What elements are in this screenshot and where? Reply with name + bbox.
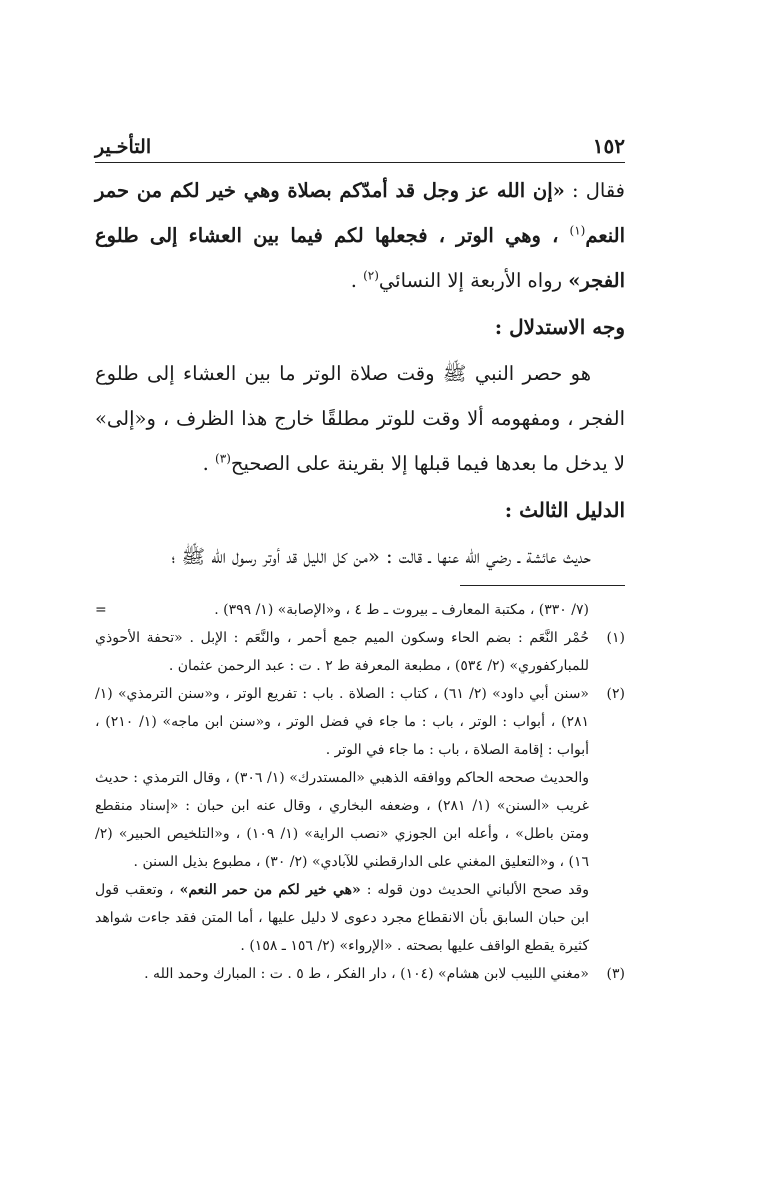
footnote-ref-3[interactable]: (٣) <box>215 451 231 466</box>
footnote-text: حُمْر النَّعَم : بضم الحاء وسكون الميم جمع أحمر ، والنَّعَم : الإبل . «تحفة الأحوذي للمباركفوري» (٢/ ٥٣٤) ، مطبعة المعرفة ط ٢ . ت : عبد الرحمن عثمان . <box>95 630 589 674</box>
main-text <box>95 168 625 579</box>
running-header <box>95 118 625 163</box>
page-number: ١٥٢ <box>592 134 625 158</box>
hadith-quote-continued: ، وهي الوتر ، فجعلها لكم فيما بين العشاء إلى طلوع الفجر» <box>95 224 625 292</box>
footnote-text: وقد صحح الألباني الحديث دون قوله : <box>360 882 590 898</box>
paragraph-aisha-hadith: حديث عائشة ـ رضي الله عنها ـ قالت : «من كل الليل قد أوتر رسول الله ﷺ ؛ <box>171 545 591 568</box>
footnote-text: ، وتعقب قول ابن حبان السابق بأن الانقطاع مجرد دعوى لا دليل عليها ، أما المتن فقد جاءت شواهد كثيرة يقطع الواقف عليها بصحته . «الإرواء» (٢/ ١٥٦ ـ ١٥٨) . <box>95 882 589 954</box>
footnote-number: (٢) <box>606 686 625 702</box>
continuation-mark: = <box>95 602 107 618</box>
footnote-1 <box>95 624 625 680</box>
footnote-text: «سنن أبي داود» (٢/ ٦١) ، كتاب : الصلاة . باب : تفريع الوتر ، و«سنن الترمذي» (١/ ٢٨١) ، أبواب : الوتر ، باب : ما جاء في فضل الوتر ، و«سنن ابن ماجه» (١/ ٢١٠) ، أبواب : إقامة الصلاة ، باب : ما جاء في الوتر . <box>95 686 590 758</box>
narration-note: رواه الأربعة إلا النسائي <box>378 269 569 292</box>
paragraph-hadith <box>95 168 625 303</box>
quoted-phrase: «هي خير لكم من حمر النعم» <box>179 882 361 898</box>
footnotes <box>95 596 625 988</box>
inference-text: هو حصر النبي ﷺ وقت صلاة الوتر ما بين العشاء إلى طلوع الفجر ، ومفهومه ألا وقت للوتر مطلقًا خارج هذا الظرف ، و«إلى» لا يدخل ما بعدها فيما قبلها إلا بقرينة على الصحيح <box>95 362 625 475</box>
sentence-end: . <box>202 452 216 475</box>
footnote-ref-2[interactable]: (٢) <box>363 268 379 283</box>
footnote-continuation: (٧/ ٣٣٠) ، مكتبة المعارف ـ بيروت ـ ط ٤ ، و«الإصابة» (١/ ٣٩٩) . <box>214 602 589 618</box>
paragraph-lead: فقال : <box>564 179 625 202</box>
paragraph-inference <box>95 351 625 486</box>
sentence-end: . <box>350 269 364 292</box>
running-title: التأخـير <box>95 136 152 158</box>
footnote-number: (١) <box>606 630 625 646</box>
footnote-3 <box>95 960 625 988</box>
footnote-number: (٣) <box>606 966 625 982</box>
hadith-quote: «إن الله عز وجل قد أمدّكم بصلاة وهي خير لكم من حمر النعم <box>95 179 625 247</box>
footnote-2 <box>95 680 625 764</box>
footnote-2-para-3 <box>95 876 625 960</box>
footnote-2-para-2: والحديث صححه الحاكم ووافقه الذهبي «المستدرك» (١/ ٣٠٦) ، وقال الترمذي : حديث غريب «السنن» (١/ ٢٨١) ، وضعفه البخاري ، وقال عنه ابن حبان : «إسناد منقطع ومتن باطل» ، وأعله ابن الجوزي «نصب الراية» (١/ ١٠٩) ، و«التلخيص الحبير» (٢/ ١٦) ، و«التعليق المغني على الدارقطني للآبادي» (٢/ ٣٠) ، مطبوع بذيل السنن . <box>95 770 589 870</box>
footnote-text: «مغني اللبيب لابن هشام» (١٠٤) ، دار الفكر ، ط ٥ . ت : المبارك وحمد الله . <box>144 966 589 982</box>
section-heading-inference: وجه الاستدلال : <box>494 315 625 339</box>
section-heading-third-evidence: الدليل الثالث : <box>504 498 625 522</box>
footnote-ref-1[interactable]: (١) <box>569 223 586 238</box>
footnote-separator <box>460 585 625 586</box>
